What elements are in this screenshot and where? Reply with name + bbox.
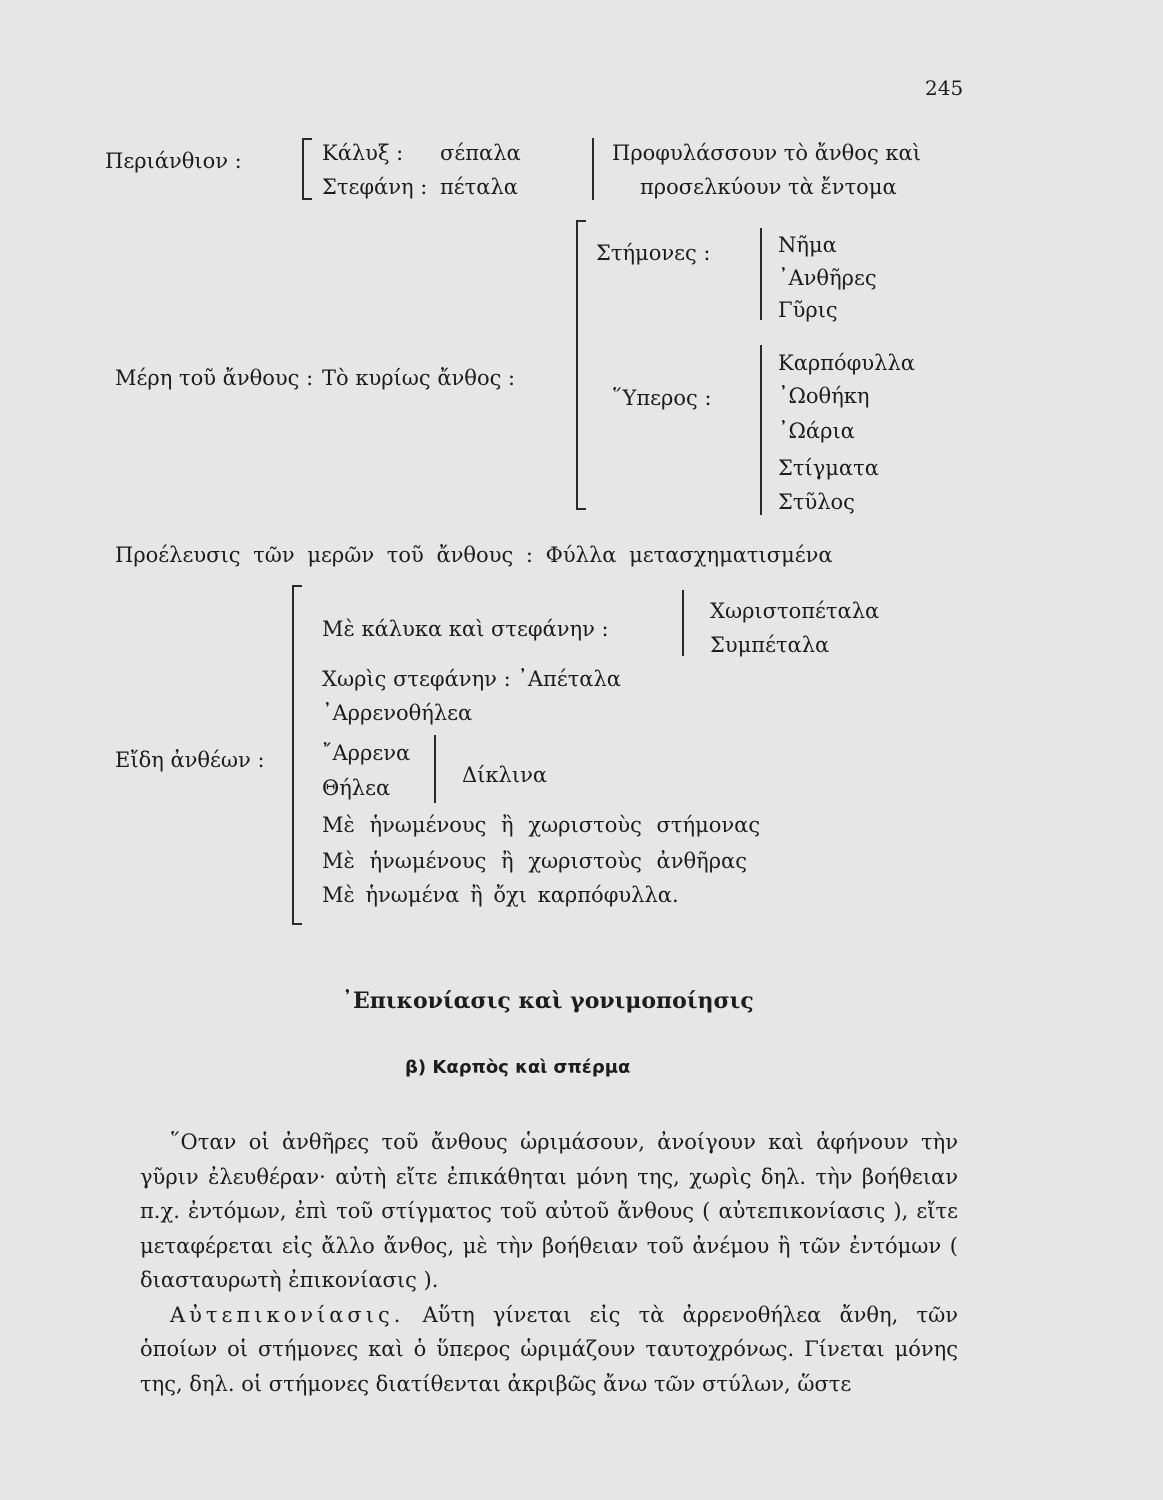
pistil-part: Καρπόφυλλα <box>778 351 915 375</box>
proper-flower-label: Τὸ κυρίως ἄνθος : <box>322 366 516 390</box>
diklina-brace <box>434 735 436 803</box>
thilea-text: Θήλεα <box>322 776 391 800</box>
pistil-part: ᾿Ωάρια <box>778 419 855 443</box>
perianthion-label: Περιάνθιον : <box>105 149 242 173</box>
pistil-label: ῞Υπερος : <box>612 386 712 410</box>
petala-brace <box>682 590 684 656</box>
arrenothilea-text: ᾿Αρρενοθήλεα <box>322 701 473 725</box>
choripetala-text: Χωριστοπέταλα <box>710 599 880 623</box>
arrena-text: ῎Αρρενα <box>322 741 411 765</box>
paragraph-2-lead: Αὐτεπικονίασις. <box>170 1302 405 1327</box>
section-subheading: β) Καρπὸς καὶ σπέρμα <box>405 1057 631 1078</box>
stamens-label: Στήμονες : <box>596 241 711 265</box>
function-line-1: Προφυλάσσουν τὸ ἄνθος καὶ <box>612 141 921 165</box>
perianthion-brace <box>302 138 304 200</box>
stamen-part: ᾿Ανθῆρες <box>778 266 877 290</box>
paragraph-2-text: Αὕτη γίνεται εἰς τὰ ἀρρενοθήλεα ἄνθη, τῶν ὁποίων οἱ στήμονες καὶ ὁ ὕπερος ὡριμάζουν ταυτοχρόνως. Γίνεται μόνης της, δηλ. οἱ στήμονες διατίθενται ἀκριβῶς ἄνω τῶν στύλων, ὥστε <box>140 1302 958 1396</box>
parts-brace <box>576 220 578 510</box>
parts-label: Μέρη τοῦ ἄνθους : <box>115 366 314 390</box>
stamen-part: Γῦρις <box>778 298 838 322</box>
types-brace <box>292 585 294 925</box>
pistil-part: Στίγματα <box>778 456 879 480</box>
carpels-row: Μὲ ἡνωμένα ἢ ὄχι καρπόφυλλα. <box>322 883 679 907</box>
sympetala-text: Συμπέταλα <box>710 633 830 657</box>
pistil-part: ᾿Ωοθήκη <box>778 384 870 408</box>
page-number: 245 <box>925 76 964 100</box>
sepala-text: σέπαλα <box>440 141 521 165</box>
corolla-label: Στεφάνη : <box>322 175 428 199</box>
with-calyx-label: Μὲ κάλυκα καὶ στεφάνην : <box>322 617 609 641</box>
calyx-label: Κάλυξ : <box>322 141 404 165</box>
function-line-2: προσελκύουν τὰ ἔντομα <box>640 175 897 199</box>
pistil-brace <box>760 345 762 515</box>
stamens-row: Μὲ ἡνωμένους ἢ χωριστοὺς στήμονας <box>322 813 761 837</box>
body-text <box>140 1125 958 1401</box>
function-brace <box>592 138 594 200</box>
anthers-row: Μὲ ἡνωμένους ἢ χωριστοὺς ἀνθῆρας <box>322 849 748 873</box>
pistil-part: Στῦλος <box>778 490 855 514</box>
section-heading: ᾿Επικονίασις καὶ γονιμοποίησις <box>342 988 754 1014</box>
paragraph-1: ῞Οταν οἱ ἀνθῆρες τοῦ ἄνθους ὡριμάσουν, ἀνοίγουν καὶ ἀφήνουν τὴν γῦριν ἐλευθέραν· αὐτὴ εἴτε ἐπικάθηται μόνη της, χωρὶς δηλ. τὴν βοήθειαν π.χ. ἐντόμων, ἐπὶ τοῦ στίγματος τοῦ αὐτοῦ ἄνθους ( αὐτεπικονίασις ), εἴτε μεταφέρεται εἰς ἄλλο ἄνθος, μὲ τὴν βοήθειαν τοῦ ἀνέμου ἢ τῶν ἐντόμων ( διασταυρωτὴ ἐπικονίασις ). <box>140 1130 958 1292</box>
stamen-part: Νῆμα <box>778 233 837 257</box>
petala-text: πέταλα <box>440 175 518 199</box>
origin-line: Προέλευσις τῶν μερῶν τοῦ ἄνθους : Φύλλα μετασχηματισμένα <box>115 543 833 567</box>
paragraph-2 <box>140 1298 958 1402</box>
diklina-text: Δίκλινα <box>462 763 548 787</box>
stamens-brace <box>760 228 762 320</box>
types-label: Εἴδη ἀνθέων : <box>115 748 265 772</box>
apetala-line: Χωρὶς στεφάνην : ᾿Απέταλα <box>322 667 621 691</box>
